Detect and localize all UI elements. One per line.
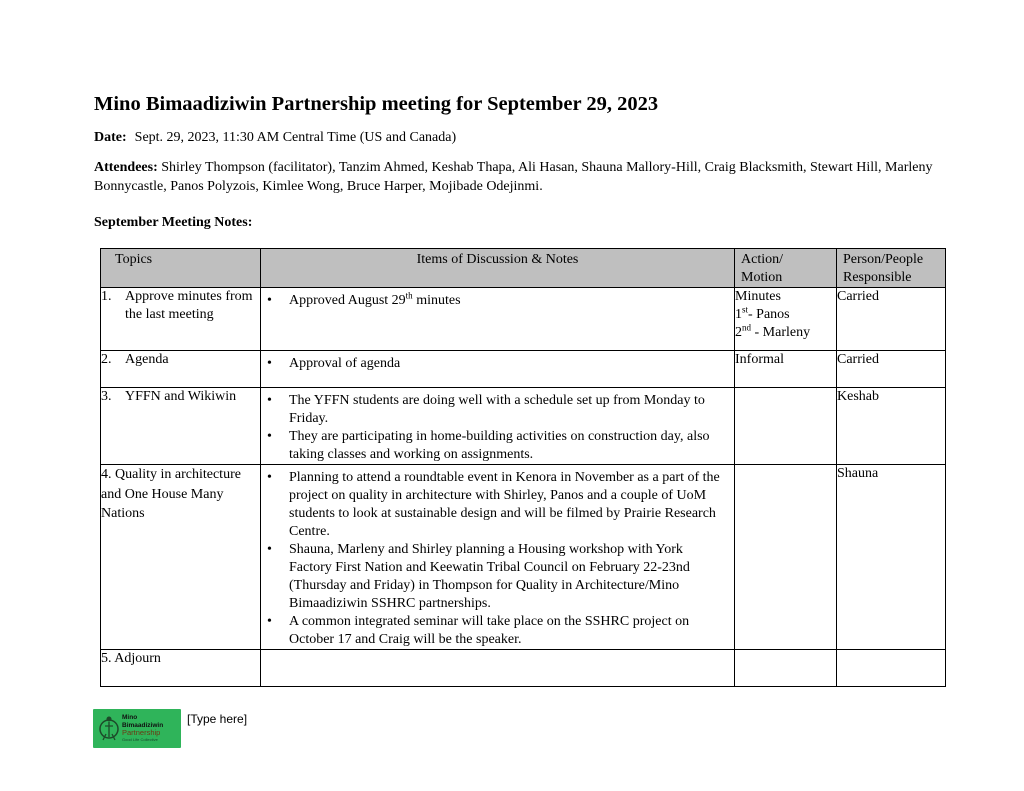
table-row — [101, 650, 946, 687]
turtle-icon — [97, 714, 121, 744]
attendees-label: Attendees: — [94, 160, 158, 175]
logo-text: Mino Bimaadiziwin Partnership Good Life Collective — [122, 714, 164, 742]
document-title: Mino Bimaadiziwin Partnership meeting for September 29, 2023 — [94, 93, 659, 115]
table-header-row — [101, 249, 946, 288]
person-cell: Shauna — [837, 465, 946, 650]
person-cell: Carried — [837, 351, 946, 388]
topic-cell: 4. Quality in architecture and One House Many Nations — [101, 465, 261, 650]
list-item: • Planning to attend a roundtable event in Kenora in November as a part of the project on quality in architecture with Shirley, Panos and a couple of UoM students to look at sustainable design and will be filmed by Prairie Research Centre. — [289, 469, 728, 541]
header-person: Person/People Responsible — [837, 249, 946, 288]
table-row — [101, 351, 946, 388]
date-value: Sept. 29, 2023, 11:30 AM Central Time (US and Canada) — [134, 130, 457, 145]
list-item: • Approved August 29th minutes — [289, 292, 728, 310]
topic-cell: 1. Approve minutes from the last meeting — [101, 288, 261, 351]
items-cell — [261, 650, 735, 687]
action-cell: Informal — [735, 351, 837, 388]
action-cell — [735, 388, 837, 465]
footer-placeholder-text: [Type here] — [187, 712, 248, 726]
person-cell: Keshab — [837, 388, 946, 465]
topic-cell: 3. YFFN and Wikiwin — [101, 388, 261, 465]
person-cell: Carried — [837, 288, 946, 351]
meeting-date — [94, 130, 456, 146]
items-cell — [261, 388, 735, 465]
person-cell — [837, 650, 946, 687]
meeting-notes-table — [100, 248, 946, 687]
action-cell — [735, 465, 837, 650]
notes-heading: September Meeting Notes: — [94, 215, 253, 230]
action-cell: Minutes 1st- Panos 2nd - Marleny — [735, 288, 837, 351]
topic-cell: 2. Agenda — [101, 351, 261, 388]
list-item: • A common integrated seminar will take place on the SSHRC project on October 17 and Craig will be the speaker. — [289, 613, 728, 649]
header-topics: Topics — [101, 249, 261, 288]
list-item: • They are participating in home-building activities on construction day, also taking classes and working on assignments. — [289, 428, 728, 464]
header-items: Items of Discussion & Notes — [261, 249, 735, 288]
attendees — [94, 158, 954, 196]
partnership-logo — [93, 709, 181, 748]
table-row — [101, 465, 946, 650]
attendees-value: Shirley Thompson (facilitator), Tanzim Ahmed, Keshab Thapa, Ali Hasan, Shauna Mallory-Hill, Craig Blacksmith, Stewart Hill, Marleny Bonnycastle, Panos Polyzois, Kimlee Wong, Bruce Harper, Mojibade Odejinmi. — [94, 160, 933, 194]
date-label: Date: — [94, 130, 127, 145]
topic-cell: 5. Adjourn — [101, 650, 261, 687]
action-cell — [735, 650, 837, 687]
list-item: • Shauna, Marleny and Shirley planning a Housing workshop with York Factory First Nation and Keewatin Tribal Council on February 22-23nd (Thursday and Friday) in Thompson for Quality in Architecture/Mino Bimaadiziwin SSHRC partnerships. — [289, 541, 728, 613]
table-row — [101, 388, 946, 465]
header-action: Action/ Motion — [735, 249, 837, 288]
items-cell — [261, 288, 735, 351]
items-cell — [261, 465, 735, 650]
table-row — [101, 288, 946, 351]
list-item: • The YFFN students are doing well with a schedule set up from Monday to Friday. — [289, 392, 728, 428]
items-cell — [261, 351, 735, 388]
list-item: • Approval of agenda — [289, 355, 728, 373]
